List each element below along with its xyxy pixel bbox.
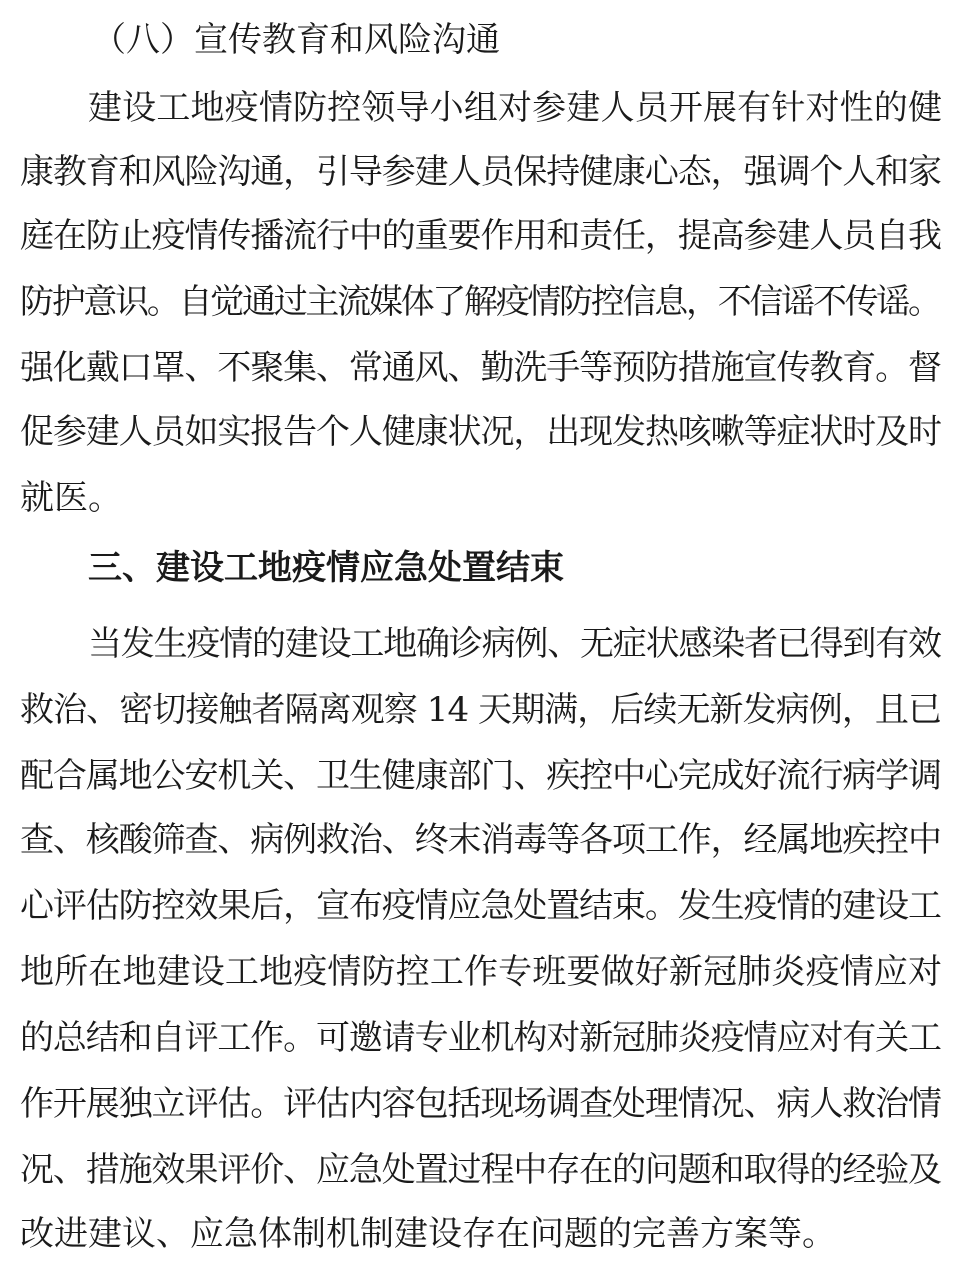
paragraph-line: 心评估防控效果后，宣布疫情应急处置结束。发生疫情的建设工 xyxy=(20,886,941,926)
paragraph-line: 防护意识。自觉通过主流媒体了解疫情防控信息，不信谣不传谣。 xyxy=(20,282,940,322)
paragraph-line: 查、核酸筛查、病例救治、终末消毒等各项工作，经属地疾控中 xyxy=(20,820,941,860)
paragraph-line: 配合属地公安机关、卫生健康部门、疾控中心完成好流行病学调 xyxy=(20,756,941,796)
paragraph-line: 救治、密切接触者隔离观察 14 天期满，后续无新发病例，且已 xyxy=(20,690,942,730)
paragraph-line: 况、措施效果评价、应急处置过程中存在的问题和取得的经验及 xyxy=(20,1150,941,1190)
paragraph-line: 的总结和自评工作。可邀请专业机构对新冠肺炎疫情应对有关工 xyxy=(20,1018,941,1058)
paragraph-line: 庭在防止疫情传播流行中的重要作用和责任，提高参建人员自我 xyxy=(20,216,941,256)
paragraph-line: 作开展独立评估。评估内容包括现场调查处理情况、病人救治情 xyxy=(20,1084,941,1124)
paragraph-line: 就医。 xyxy=(20,478,122,518)
paragraph-line: 康教育和风险沟通，引导参建人员保持健康心态，强调个人和家 xyxy=(20,152,941,192)
paragraph-line: 改进建议、应急体制机制建设存在问题的完善方案等。 xyxy=(20,1214,836,1254)
paragraph-line: 促参建人员如实报告个人健康状况，出现发热咳嗽等症状时及时 xyxy=(20,412,941,452)
paragraph-line: 强化戴口罩、不聚集、常通风、勤洗手等预防措施宣传教育。督 xyxy=(20,348,941,388)
paragraph-line: 地所在地建设工地疫情防控工作专班要做好新冠肺炎疫情应对 xyxy=(20,952,943,992)
paragraph-line: 当发生疫情的建设工地确诊病例、无症状感染者已得到有效 xyxy=(88,624,941,664)
section-3-heading: 三、建设工地疫情应急处置结束 xyxy=(88,548,564,588)
paragraph-line: 建设工地疫情防控领导小组对参建人员开展有针对性的健 xyxy=(88,88,943,128)
section-8-heading: （八）宣传教育和风险沟通 xyxy=(92,20,500,60)
